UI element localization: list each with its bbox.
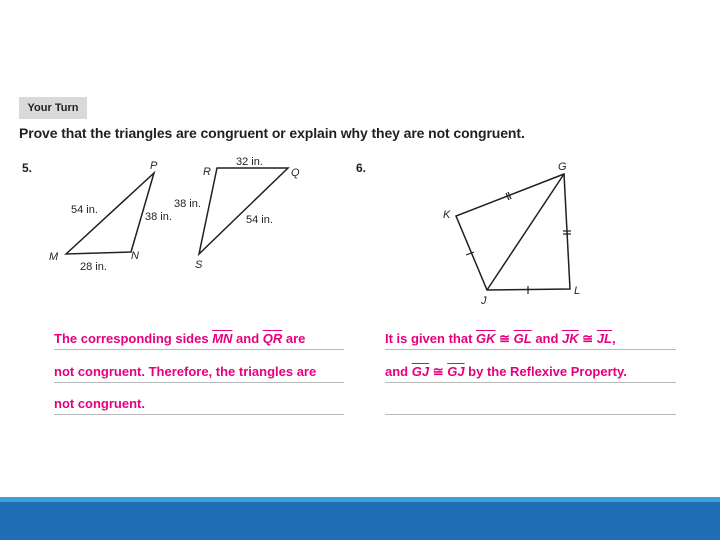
answer-6-text: , <box>611 331 616 346</box>
vertex-g-label: G <box>558 161 567 173</box>
answer-6-line-2 <box>385 362 676 383</box>
segment-gl-label: $\overline{GL}$ <box>513 331 532 346</box>
answer-5-line-3: not congruent. <box>54 394 344 415</box>
measure-mp: 54 in. <box>71 204 98 216</box>
footer-bar <box>0 497 720 540</box>
answer-5-line-2: not congruent. Therefore, the triangles are <box>54 362 344 383</box>
measure-rs: 38 in. <box>174 198 201 210</box>
answer-5-text: The corresponding sides <box>54 331 213 346</box>
vertex-s-label: S <box>195 259 203 271</box>
segment-gj <box>487 174 564 290</box>
answer-5-text: are <box>282 331 306 346</box>
answer-5-line-1 <box>54 329 344 350</box>
vertex-k-label: K <box>443 209 451 221</box>
vertex-p-label: P <box>150 160 158 172</box>
answer-6-text: and <box>385 364 412 379</box>
vertex-n-label: N <box>131 250 139 262</box>
answer-6-line-1 <box>385 329 676 350</box>
segment-jl-label: $\overline{JL}$ <box>596 331 612 346</box>
vertex-m-label: M <box>49 251 59 263</box>
congruent-symbol: ≅ <box>429 364 448 379</box>
answer-6-text: and <box>531 331 563 346</box>
congruent-symbol: ≅ <box>578 331 597 346</box>
answer-6-text: by the Reflexive Property. <box>464 364 627 379</box>
measure-rq: 32 in. <box>236 156 263 168</box>
footer-accent-strip <box>0 497 720 502</box>
vertex-j-label: J <box>481 295 487 307</box>
answer-5-text: and <box>232 331 263 346</box>
answer-6-text: It is given that <box>385 331 477 346</box>
measure-sq: 54 in. <box>246 214 273 226</box>
answer-6-line-3 <box>385 394 676 415</box>
segment-gj-label: $\overline{GJ}$ <box>411 364 430 379</box>
segment-gk-label: $\overline{GK}$ <box>476 331 496 346</box>
segment-mn-label: $\overline{MN}$ <box>212 331 233 346</box>
instruction-text: Prove that the triangles are congruent or explain why they are not congruent. <box>19 125 525 141</box>
problem-5-number: 5. <box>22 161 33 175</box>
your-turn-label: Your Turn <box>19 97 87 119</box>
segment-gj-label-2: $\overline{GJ}$ <box>447 364 465 379</box>
vertex-r-label: R <box>203 166 211 178</box>
segment-qr-label: $\overline{QR}$ <box>262 331 283 346</box>
vertex-q-label: Q <box>291 167 300 179</box>
segment-jk-label: $\overline{JK}$ <box>562 331 579 346</box>
vertex-l-label: L <box>574 285 581 297</box>
measure-mn: 28 in. <box>80 261 107 273</box>
problem-6-number: 6. <box>356 161 367 175</box>
measure-pn: 38 in. <box>145 211 172 223</box>
congruent-symbol: ≅ <box>495 331 514 346</box>
